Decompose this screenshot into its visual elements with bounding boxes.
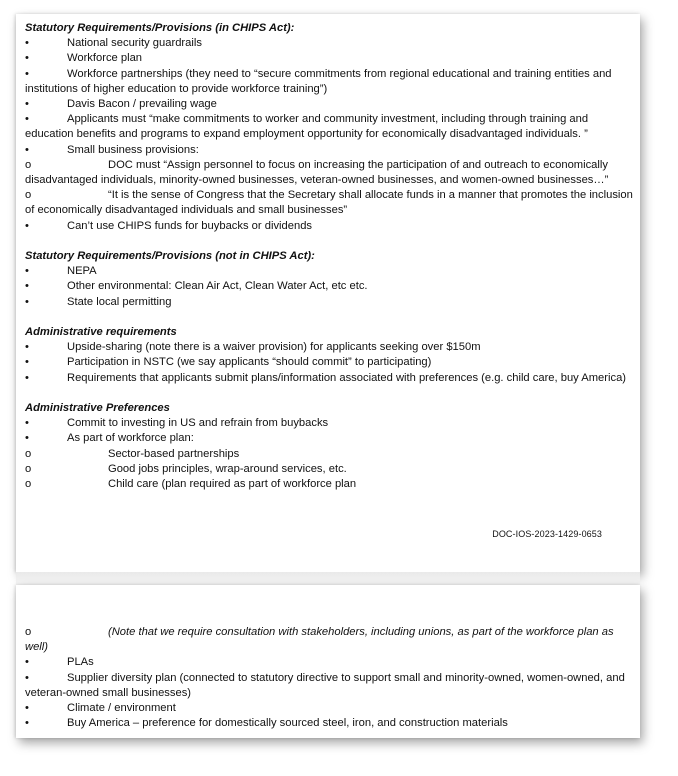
list-item-text: Workforce plan (67, 52, 143, 65)
sub-list-item-text: Child care (plan required as part of workforce plan (108, 478, 357, 491)
bullet-marker: • (25, 219, 29, 232)
list-item-text: Participation in NSTC (we say applicants “should commit” to participating) (67, 356, 432, 369)
circle-marker: o (25, 158, 32, 171)
list-item (25, 431, 636, 446)
bullet-marker: • (25, 717, 29, 730)
list-item-text: NEPA (67, 265, 97, 278)
list-item (25, 264, 636, 279)
list-item-text: PLAs (67, 656, 94, 669)
page-2-text (25, 625, 636, 731)
list-item (25, 51, 636, 66)
bullet-marker: • (25, 143, 29, 156)
list-item-text: Climate / environment (67, 702, 176, 715)
list-item (25, 97, 636, 112)
list-item-text: Workforce partnerships (they need to “secure commitments from regional educational and training entities and institutions of higher education to provide workforce training”) (25, 67, 612, 95)
list-item (25, 371, 636, 386)
bullet-marker: • (25, 52, 29, 65)
sub-list-item (25, 477, 636, 492)
list-item (25, 340, 636, 355)
page-separator (16, 572, 640, 585)
sub-list-item-text: (Note that we require consultation with stakeholders, including unions, as part of the workforce plan as well) (25, 626, 614, 654)
list-item-text: Buy America – preference for domestically sourced steel, iron, and construction materials (67, 717, 508, 730)
bullet-marker: • (25, 37, 29, 50)
list-item-text: Small business provisions: (67, 143, 199, 156)
bullet-marker: • (25, 341, 29, 354)
bullet-marker: • (25, 432, 29, 445)
bullet-marker: • (25, 280, 29, 293)
circle-marker: o (25, 626, 32, 638)
list-item (25, 67, 636, 97)
circle-marker: o (25, 189, 32, 202)
sub-list-item-text: “It is the sense of Congress that the Secretary shall allocate funds in a manner that promotes the inclusion of economically disadvantaged individuals and small businesses” (25, 189, 633, 217)
document-page-2 (16, 585, 640, 738)
sub-list-item (25, 462, 636, 477)
list-item-text: Davis Bacon / prevailing wage (67, 98, 217, 111)
heading-administrative-requirements: Administrative requirements (25, 326, 177, 339)
sub-list-item (25, 447, 636, 462)
list-item (25, 112, 636, 142)
list-item-text: Supplier diversity plan (connected to statutory directive to support small and minority-owned, women-owned, and veteran-owned small businesses) (25, 671, 625, 699)
list-item-text: Can’t use CHIPS funds for buybacks or dividends (67, 219, 313, 232)
list-item (25, 279, 636, 294)
list-item (25, 716, 636, 731)
bullet-marker: • (25, 113, 29, 126)
circle-marker: o (25, 478, 32, 491)
bullet-marker: • (25, 265, 29, 278)
list-item-text: Applicants must “make commitments to worker and community investment, including through training and education benefits and programs to expand employment opportunity for economically disadvantaged individuals. ” (25, 113, 589, 141)
sub-list-item (25, 625, 636, 655)
bullet-marker: • (25, 702, 29, 715)
bullet-marker: • (25, 371, 29, 384)
sub-list-item (25, 158, 636, 188)
document-id: DOC-IOS-2023-1429-0653 (492, 529, 602, 539)
list-item-text: Requirements that applicants submit plans/information associated with preferences (e.g. child care, buy America) (67, 371, 627, 384)
bullet-marker: • (25, 67, 29, 80)
list-item (25, 355, 636, 370)
heading-statutory-in-chips: Statutory Requirements/Provisions (in CHIPS Act): (25, 22, 295, 34)
heading-statutory-not-in-chips: Statutory Requirements/Provisions (not in CHIPS Act): (25, 250, 315, 263)
bullet-marker: • (25, 417, 29, 430)
circle-marker: o (25, 462, 32, 475)
list-item-text: Other environmental: Clean Air Act, Clean Water Act, etc etc. (67, 280, 368, 293)
list-item-text: State local permitting (67, 295, 172, 308)
list-item (25, 416, 636, 431)
sub-list-item (25, 188, 636, 218)
bullet-marker: • (25, 295, 29, 308)
list-item-text: Commit to investing in US and refrain from buybacks (67, 417, 329, 430)
document-page-1 (16, 14, 640, 572)
list-item (25, 143, 636, 158)
bullet-marker: • (25, 356, 29, 369)
list-item (25, 295, 636, 310)
list-item-text: National security guardrails (67, 37, 202, 50)
page-1-text (25, 21, 636, 492)
list-item (25, 36, 636, 51)
list-item-text: As part of workforce plan: (67, 432, 194, 445)
bullet-marker: • (25, 656, 29, 669)
list-item (25, 671, 636, 701)
list-item (25, 701, 636, 716)
bullet-marker: • (25, 98, 29, 111)
bullet-marker: • (25, 671, 29, 684)
circle-marker: o (25, 447, 32, 460)
list-item-text: Upside-sharing (note there is a waiver provision) for applicants seeking over $150m (67, 341, 481, 354)
list-item (25, 219, 636, 234)
sub-list-item-text: Sector-based partnerships (108, 447, 240, 460)
sub-list-item-text: Good jobs principles, wrap-around services, etc. (108, 462, 347, 475)
list-item (25, 655, 636, 670)
sub-list-item-text: DOC must “Assign personnel to focus on increasing the participation of and outreach to economically disadvantaged individuals, minority-owned businesses, veteran-owned businesses, and women-owned businesses…” (25, 158, 609, 187)
heading-administrative-preferences: Administrative Preferences (25, 402, 170, 415)
